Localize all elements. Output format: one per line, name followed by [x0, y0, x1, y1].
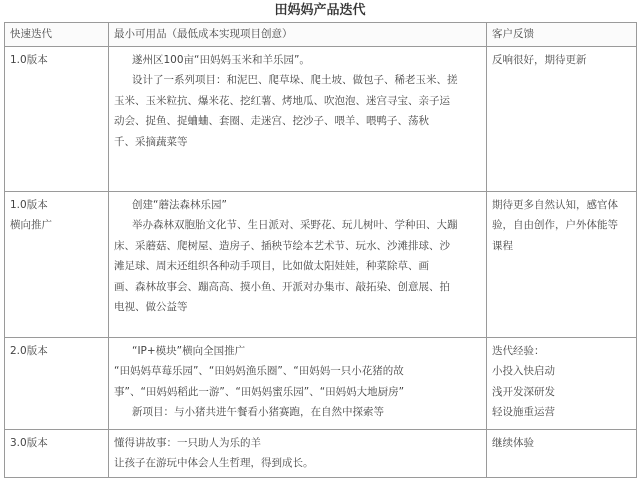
feedback-text: 迭代经验： [492, 344, 545, 357]
mvp-line: 事”、“田妈妈稻此一游”、“田妈妈蜜乐园”、“田妈妈大地厨房” [114, 385, 405, 398]
mvp-line: 玉米、玉米粒抗、爆米花、挖红薯、烤地瓜、吹泡泡、迷宫寻宝、亲子运 [114, 94, 450, 107]
table-row [5, 191, 637, 337]
header-mvp: 最小可用品（最低成本实现项目创意） [109, 23, 487, 47]
mvp-line: 懂得讲故事：一只助人为乐的羊 [114, 436, 261, 449]
feedback-text: 小投入快启动 [492, 365, 555, 377]
mvp-cell [109, 429, 487, 477]
table-row [5, 46, 637, 191]
feedback-text: 轻设施重运营 [492, 406, 555, 418]
mvp-line: 创建“蘑法森林乐园” [132, 198, 227, 211]
mvp-line: “IP+模块”横向全国推广 [132, 344, 246, 357]
mvp-cell [109, 46, 487, 191]
table-row [5, 337, 637, 429]
version-text: 1.0版本 [10, 198, 48, 211]
mvp-line: 电视、做公益等 [114, 301, 188, 313]
mvp-line: “田妈妈草莓乐园”、“田妈妈渔乐圈”、“田妈妈一只小花猪的故 [114, 365, 404, 377]
header-feedback: 客户反馈 [487, 23, 637, 47]
mvp-line: 动会、捉鱼、捉蛐蛐、套圈、走迷宫、挖沙子、喂羊、喂鸭子、荡秋 [114, 115, 429, 127]
mvp-line: 举办森林双胞胎文化节、生日派对、采野花、玩儿树叶、学种田、大蹦 [132, 219, 458, 231]
mvp-line: 新项目：与小猪共进午餐看小猪赛跑，在自然中探索等 [132, 406, 384, 418]
feedback-cell [487, 337, 637, 429]
iteration-table [4, 22, 637, 478]
feedback-text: 浅开发深研发 [492, 385, 555, 398]
mvp-line: 让孩子在游玩中体会人生哲理，得到成长。 [114, 457, 314, 469]
version-text: 1.0版本 [10, 53, 48, 66]
mvp-cell [109, 191, 487, 337]
version-text: 横向推广 [10, 219, 52, 231]
feedback-cell [487, 429, 637, 477]
document-title: 田妈妈产品迭代 [274, 3, 366, 18]
mvp-line: 千、采摘蔬菜等 [114, 135, 188, 148]
version-cell [5, 191, 109, 337]
mvp-line: 遂州区100亩“田妈妈玉米和羊乐园”。 [132, 53, 310, 66]
version-text: 3.0版本 [10, 436, 48, 449]
mvp-line: 设计了一系列项目：和泥巴、爬草垛、爬土坡、做包子、稀老玉米、搓 [132, 74, 458, 86]
feedback-text: 验，自由创作，户外体能等 [492, 219, 618, 231]
feedback-cell [487, 46, 637, 191]
header-iteration: 快速迭代 [5, 23, 109, 47]
feedback-text: 期待更多自然认知，感官体 [492, 198, 618, 211]
mvp-cell [109, 337, 487, 429]
mvp-line: 滩足球、周末还组织各种动手项目，比如做太阳娃娃，种菜除草、画 [114, 260, 429, 272]
feedback-cell [487, 191, 637, 337]
table-row [5, 429, 637, 477]
mvp-line: 床、采蘑菇、爬树屋、造房子、插秧节绘本艺术节、玩水、沙滩排球、沙 [114, 239, 450, 252]
version-cell [5, 429, 109, 477]
version-cell [5, 337, 109, 429]
version-cell [5, 46, 109, 191]
feedback-text: 反响很好，期待更新 [492, 53, 587, 66]
version-text: 2.0版本 [10, 344, 48, 357]
feedback-text: 继续体验 [492, 436, 534, 449]
feedback-text: 课程 [492, 239, 513, 252]
table-header-row [5, 23, 637, 47]
mvp-line: 画、森林故事会、蹦高高、摸小鱼、开派对办集市、敲拓染、创意展、拍 [114, 280, 450, 293]
